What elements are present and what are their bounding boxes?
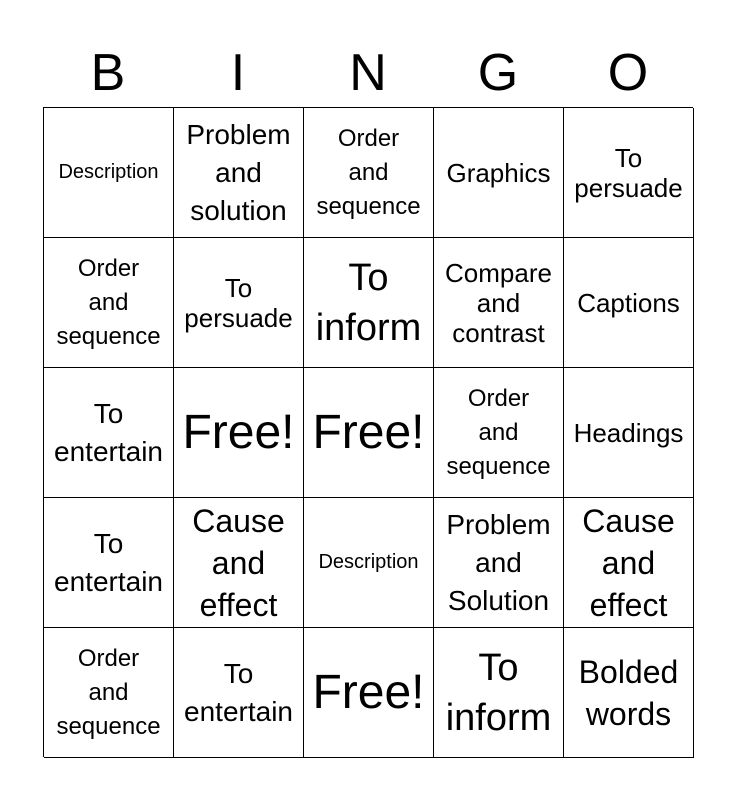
bingo-cell-r5-c3[interactable] [304,628,434,758]
cell-label: Captions [577,287,680,318]
cell-label: To entertain [54,397,163,467]
cell-label: Free! [312,665,425,719]
bingo-cell-r2-c3[interactable] [304,238,434,368]
bingo-cell-r5-c2[interactable] [174,628,304,758]
cell-label: Problem and Solution [446,508,551,616]
bingo-cell-r2-c4[interactable] [434,238,564,368]
bingo-cell-r2-c5[interactable] [564,238,694,368]
bingo-cell-r3-c3[interactable] [304,368,434,498]
cell-label: Problem and solution [186,118,291,226]
cell-label: Description [318,551,419,573]
bingo-cell-r1-c2[interactable] [174,108,304,238]
bingo-cell-r5-c5[interactable] [564,628,694,758]
bingo-cell-r3-c2[interactable] [174,368,304,498]
bingo-cell-r4-c2[interactable] [174,498,304,628]
bingo-cell-r5-c1[interactable] [44,628,174,758]
header-letter-o: O [607,44,649,102]
cell-label: Compare and contrast [445,257,552,348]
cell-label: Cause and effect [582,502,675,623]
cell-label: Description [58,161,159,183]
bingo-cell-r1-c5[interactable] [564,108,694,238]
bingo-cell-r4-c1[interactable] [44,498,174,628]
bingo-board [43,107,693,757]
header-letter-i: I [230,44,246,102]
bingo-cell-r4-c5[interactable] [564,498,694,628]
header-letter-g: G [477,44,519,102]
cell-label: To persuade [184,272,293,333]
cell-label: To inform [445,646,552,739]
bingo-header [43,40,693,106]
cell-label: Bolded words [578,653,679,732]
bingo-cell-r4-c3[interactable] [304,498,434,628]
cell-label: Free! [312,405,425,459]
cell-label: To inform [315,256,422,349]
cell-label: To entertain [54,527,163,597]
header-letter-n: N [349,44,387,102]
cell-label: Headings [573,417,684,448]
bingo-cell-r1-c3[interactable] [304,108,434,238]
bingo-cell-r1-c1[interactable] [44,108,174,238]
cell-label: To entertain [184,657,293,727]
cell-label: To persuade [574,142,683,203]
header-letter-b: B [90,44,126,102]
cell-label: Order and sequence [316,124,421,220]
bingo-cell-r3-c4[interactable] [434,368,564,498]
bingo-cell-r5-c4[interactable] [434,628,564,758]
bingo-cell-r3-c5[interactable] [564,368,694,498]
cell-label: Order and sequence [446,384,551,480]
bingo-cell-r2-c1[interactable] [44,238,174,368]
bingo-cell-r1-c4[interactable] [434,108,564,238]
cell-label: Order and sequence [56,254,161,350]
cell-label: Order and sequence [56,644,161,740]
bingo-cell-r4-c4[interactable] [434,498,564,628]
cell-label: Graphics [446,157,551,188]
cell-label: Cause and effect [192,502,285,623]
bingo-cell-r2-c2[interactable] [174,238,304,368]
bingo-cell-r3-c1[interactable] [44,368,174,498]
cell-label: Free! [182,405,295,459]
